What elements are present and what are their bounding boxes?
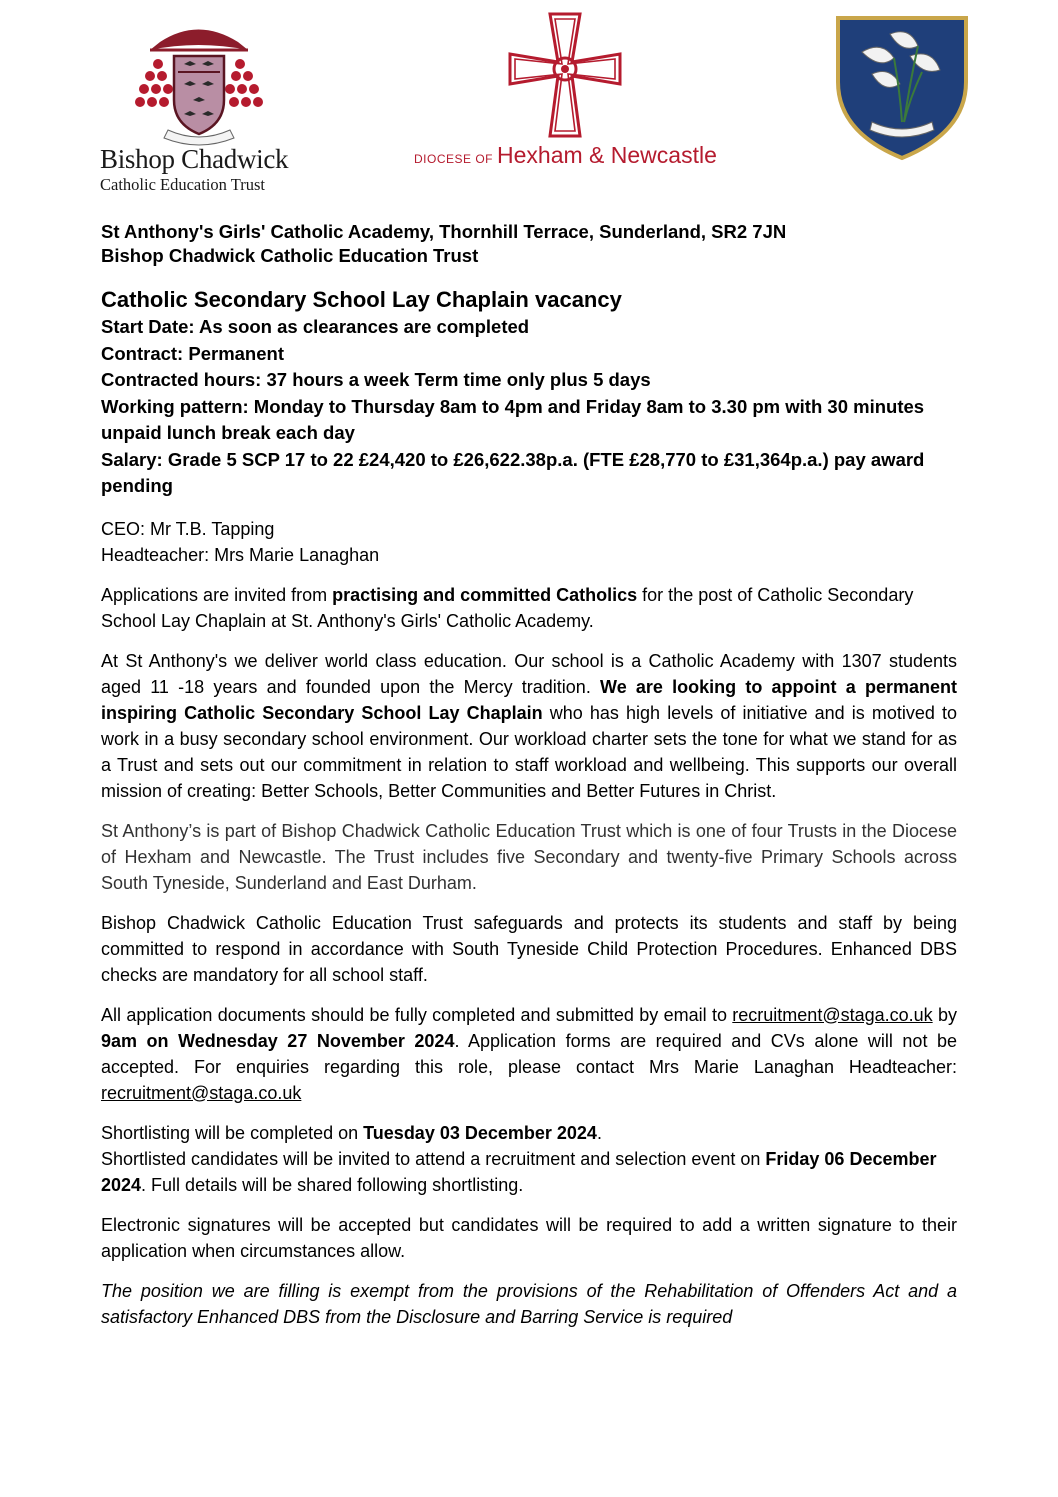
address-line-2: Bishop Chadwick Catholic Education Trust — [101, 245, 479, 266]
vacancy-details — [101, 314, 957, 500]
bishop-chadwick-name: Bishop Chadwick — [100, 144, 289, 174]
shortlisting-date: Tuesday 03 December 2024 — [363, 1122, 597, 1143]
school-address — [101, 220, 957, 268]
address-line-1: St Anthony's Girls' Catholic Academy, Thornhill Terrace, Sunderland, SR2 7JN — [101, 221, 787, 242]
vacancy-title: Catholic Secondary School Lay Chaplain vacancy — [101, 287, 622, 312]
p5-text-b: by — [932, 1004, 957, 1025]
p5-text-a: All application documents should be fully completed and submitted by email to — [101, 1004, 733, 1025]
p6-text-c: Shortlisted candidates will be invited to attend a recruitment and selection event on — [101, 1148, 766, 1169]
p2-text-a: At St Anthony's we deliver world class education. Our school is a Catholic Academy with 1307 students aged 11 -18 years and founded upon the Mercy tradition. — [101, 650, 957, 697]
headteacher: Headteacher: Mrs Marie Lanaghan — [101, 544, 380, 565]
document-body — [101, 220, 957, 1344]
paragraph-about-school — [101, 648, 957, 804]
paragraph-safeguarding: Bishop Chadwick Catholic Education Trust safeguards and protects its students and staff by being committed to respond in accordance with South Tyneside Child Protection Procedures. Enhanced DBS checks are mandatory for all school staff. — [101, 912, 957, 985]
headteacher-email-link[interactable]: recruitment@staga.co.uk — [101, 1082, 302, 1103]
salary: Salary: Grade 5 SCP 17 to 22 £24,420 to £26,622.38p.a. (FTE £28,770 to £31,364p.a.) pay award pending — [101, 448, 925, 496]
paragraph-invitation — [101, 582, 957, 634]
p6-text-d: . Full details will be shared following shortlisting. — [141, 1174, 524, 1195]
p6-text-b: . — [596, 1122, 602, 1143]
start-date: Start Date: As soon as clearances are completed — [101, 316, 530, 337]
paragraph-application — [101, 1002, 957, 1106]
application-deadline: 9am on Wednesday 27 November 2024 — [101, 1030, 455, 1051]
contract: Contract: Permanent — [101, 342, 284, 364]
ceo: CEO: Mr T.B. Tapping — [101, 518, 275, 539]
paragraph-dbs-exemption: The position we are filling is exempt from the provisions of the Rehabilitation of Offenders Act and a satisfactory Enhanced DBS from the Disclosure and Barring Service is required — [101, 1280, 957, 1327]
paragraph-signatures: Electronic signatures will be accepted but candidates will be required to add a written signature to their application when circumstances allow. — [101, 1214, 957, 1261]
leadership — [101, 516, 957, 568]
recruitment-email-link[interactable]: recruitment@staga.co.uk — [732, 1004, 933, 1025]
paragraph-trust: St Anthony’s is part of Bishop Chadwick Catholic Education Trust which is one of four Trusts in the Diocese of Hexham and Newcastle. The Trust includes five Secondary and twenty-five Primary Schools across South Tyneside, Sunderland and East Durham. — [101, 820, 957, 893]
diocese-name: Hexham & Newcastle — [497, 142, 717, 168]
p2-bold: We are looking to appoint a permanent inspiring Catholic Secondary School Lay Chaplain — [101, 676, 957, 723]
p2-text-c: who has high levels of initiative and is motived to work in a busy secondary school environment. Our workload charter sets the tone for what we stand for as a Trust and sets out our commitment in relation to staff workload and wellbeing. This supports our overall mission of creating: Better Schools, Better Communities and Better Futures in Christ. — [101, 702, 958, 801]
contracted-hours: Contracted hours: 37 hours a week Term time only plus 5 days — [101, 369, 651, 390]
diocese-wordmark — [414, 142, 717, 169]
school-shield-logo — [832, 12, 972, 162]
p1-bold: practising and committed Catholics — [332, 584, 638, 605]
p6-text-a: Shortlisting will be completed on — [101, 1122, 364, 1143]
p1-text-a: Applications are invited from — [101, 584, 333, 605]
bishop-chadwick-subtitle: Catholic Education Trust — [100, 175, 265, 194]
working-pattern: Working pattern: Monday to Thursday 8am to 4pm and Friday 8am to 3.30 pm with 30 minutes unpaid lunch break each day — [101, 395, 925, 443]
paragraph-shortlisting — [101, 1120, 957, 1198]
p1-text-c: for the post of Catholic Secondary School Lay Chaplain at St. Anthony's Girls' Catholic Academy. — [101, 584, 914, 631]
selection-event-date: Friday 06 December 2024 — [101, 1148, 937, 1195]
p5-text-c: . Application forms are required and CVs alone will not be accepted. For enquiries regarding this role, please contact Mrs Marie Lanaghan Headteacher: — [101, 1030, 957, 1077]
diocese-prefix: DIOCESE OF — [414, 152, 494, 166]
